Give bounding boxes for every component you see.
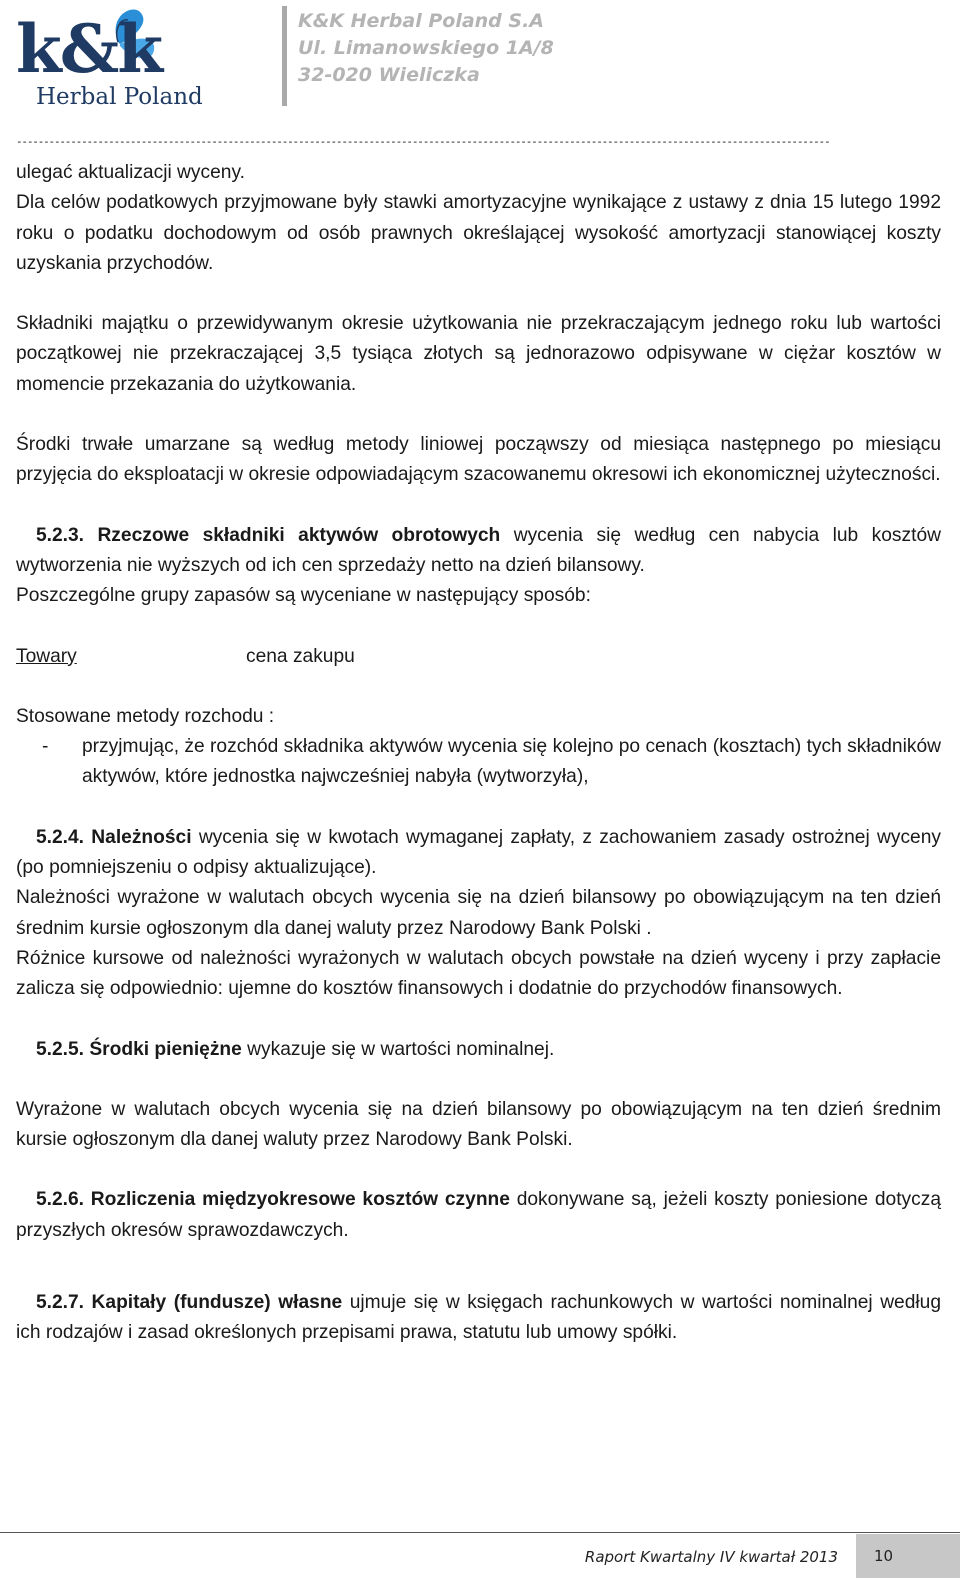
- paragraph: Poszczególne grupy zapasów są wyceniane w następujący sposób:: [16, 585, 591, 607]
- paragraph: Dla celów podatkowych przyjmowane były stawki amortyzacyjne wynikające z ustawy z dnia 15 lutego 1992 roku o podatku dochodowym od osób prawnych określającej wysokość amortyzacji stanowiącej koszty uzyskania przychodów.: [16, 192, 941, 274]
- document-body: [16, 158, 941, 1349]
- valuation-row: [16, 642, 941, 672]
- section-number: 5.2.3.: [36, 524, 85, 546]
- address-line: K&K Herbal Poland S.A: [298, 10, 544, 32]
- section-5-2-7: [16, 1288, 941, 1349]
- section-title: Rozliczenia międzyokresowe kosztów czynne: [90, 1189, 510, 1211]
- section-title: Środki pieniężne: [89, 1038, 242, 1060]
- header-separator: ------------------------------------------------------------------------------------------------------------------------------------------------------: [16, 136, 830, 148]
- logo-subtitle: Herbal Poland: [36, 84, 203, 110]
- section-5-2-6: [16, 1185, 941, 1246]
- address-line: 32-020 Wieliczka: [298, 64, 480, 86]
- footer-divider: [0, 1532, 960, 1533]
- section-5-2-4: [16, 823, 941, 884]
- section-5-2-3: [16, 521, 941, 582]
- paragraph: Składniki majątku o przewidywanym okresie użytkowania nie przekraczającym jednego roku lub wartości początkowej nie przekraczającej 3,5 tysiąca złotych są jednorazowo odpisywane w ciężar kosztów w momencie przekazania do użytkowania.: [16, 313, 941, 395]
- paragraph: ulegać aktualizacji wyceny.: [16, 162, 245, 183]
- section-text: wycenia się w kwotach wymaganej zapłaty, z zachowaniem zasady ostrożnej wyceny (po pomniejszeniu o odpisy aktualizujące).: [16, 826, 941, 879]
- footer-report-title: Raport Kwartalny IV kwartał 2013: [584, 1548, 838, 1566]
- section-number: 5.2.5.: [36, 1038, 85, 1060]
- header-divider: [282, 6, 287, 106]
- paragraph: Środki trwałe umarzane są według metody liniowej począwszy od miesiąca następnego po miesiącu przyjęcia do eksploatacji w okresie odpowiadającym szacowanemu okresowi ich ekonomicznej użyteczności.: [16, 434, 941, 486]
- paragraph: Różnice kursowe od należności wyrażonych w walutach obcych powstałe na dzień wyceny i przy zapłacie zalicza się odpowiednio: ujemne do kosztów finansowych i dodatnie do przychodów finansowych.: [16, 947, 941, 1000]
- list-item-text: przyjmując, że rozchód składnika aktywów wycenia się kolejno po cenach (kosztach) tych składników aktywów, które jednostka najwcześniej nabyła (wytworzyła),: [82, 736, 941, 788]
- section-text: wykazuje się w wartości nominalnej.: [241, 1038, 555, 1060]
- section-text: dokonywane są, jeżeli koszty poniesione dotyczą przyszłych okresów sprawozdawczych.: [16, 1189, 941, 1241]
- section-title: Należności: [91, 826, 192, 848]
- section-text: wycenia się według cen nabycia lub kosztów wytworzenia nie wyższych od ich cen sprzedaży netto na dzień bilansowy.: [16, 524, 941, 576]
- page-number: 10: [856, 1534, 960, 1578]
- paragraph: Należności wyrażone w walutach obcych wycenia się na dzień bilansowy po obowiązującym na ten dzień średnim kursie ogłoszonym dla danej waluty przez Narodowy Bank Polski .: [16, 887, 941, 939]
- valuation-value: cena zakupu: [246, 645, 355, 667]
- section-number: 5.2.6.: [36, 1189, 85, 1211]
- company-address: [298, 8, 554, 89]
- section-title: Rzeczowe składniki aktywów obrotowych: [97, 524, 501, 546]
- section-number: 5.2.4.: [36, 826, 85, 848]
- section-5-2-5: [16, 1035, 941, 1065]
- address-line: Ul. Limanowskiego 1A/8: [298, 37, 554, 59]
- section-text: ujmuje się w księgach rachunkowych w wartości nominalnej według ich rodzajów i zasad określonych przepisami prawa, statutu lub umowy spółki.: [16, 1292, 942, 1344]
- paragraph: Wyrażone w walutach obcych wycenia się na dzień bilansowy po obowiązującym na ten dzień średnim kursie ogłoszonym dla danej waluty przez Narodowy Bank Polski.: [16, 1098, 941, 1151]
- section-number: 5.2.7.: [36, 1292, 85, 1314]
- bullet-dash: -: [42, 736, 49, 758]
- company-logo: [14, 6, 214, 112]
- page-header: [0, 0, 960, 140]
- logo-wordmark: k&k: [16, 10, 162, 88]
- section-title: Kapitały (fundusze) własne: [91, 1292, 343, 1314]
- valuation-label: Towary: [16, 645, 77, 667]
- list-item: [16, 732, 941, 793]
- paragraph: Stosowane metody rozchodu :: [16, 705, 275, 727]
